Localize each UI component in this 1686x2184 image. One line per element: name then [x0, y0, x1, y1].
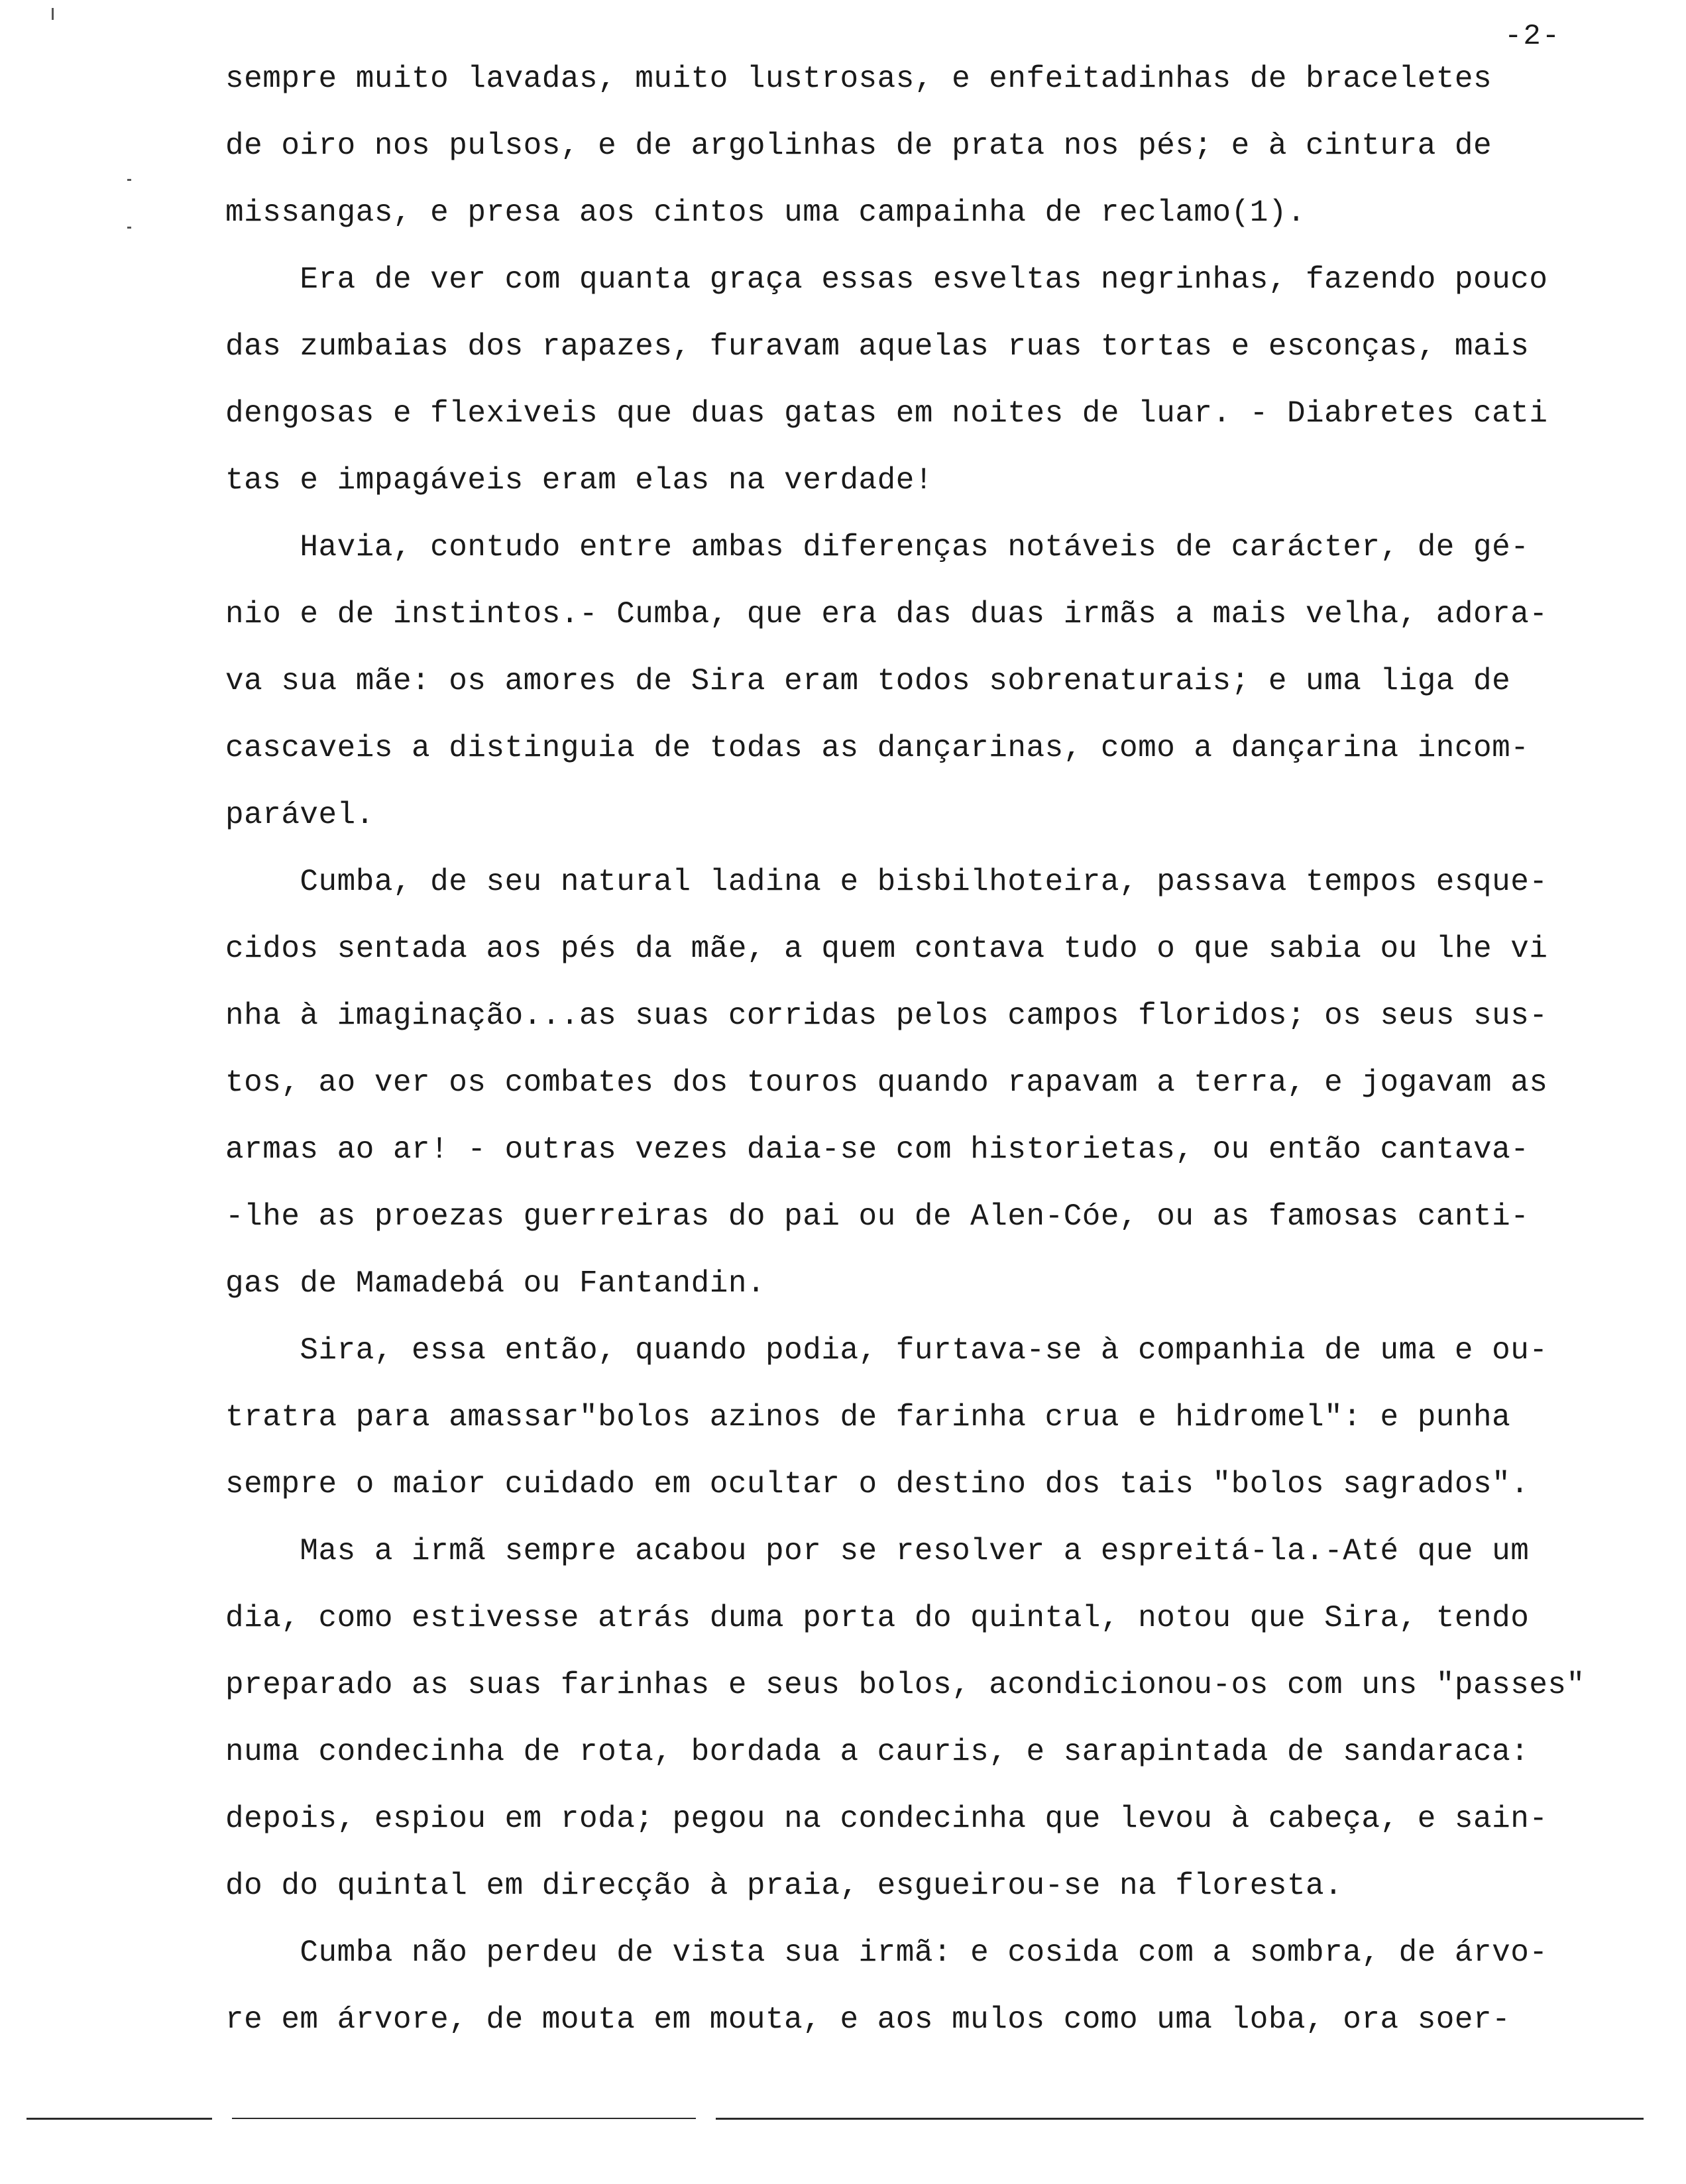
- text-line: cascaveis a distinguia de todas as dançarinas, como a dançarina incom-: [225, 731, 1530, 765]
- text-line: preparado as suas farinhas e seus bolos, acondicionou-os com uns "passes": [225, 1668, 1585, 1702]
- text-line: re em árvore, de mouta em mouta, e aos mulos como uma loba, ora soer-: [225, 2002, 1511, 2037]
- margin-mark-top: [52, 8, 54, 20]
- text-line: -lhe as proezas guerreiras do pai ou de Alen-Cóe, ou as famosas canti-: [225, 1199, 1530, 1234]
- text-line: tos, ao ver os combates dos touros quando rapavam a terra, e jogavam as: [225, 1065, 1548, 1100]
- footer-rule-middle: [232, 2118, 696, 2119]
- text-line: do do quintal em direcção à praia, esgueirou-se na floresta.: [225, 1869, 1343, 1903]
- margin-mark-2: [127, 227, 131, 229]
- text-line: tas e impagáveis eram elas na verdade!: [225, 463, 933, 498]
- text-line: Cumba, de seu natural ladina e bisbilhoteira, passava tempos esque-: [225, 865, 1548, 899]
- text-line: parável.: [225, 798, 374, 832]
- footer-rule-right: [716, 2118, 1644, 2120]
- text-line: sempre muito lavadas, muito lustrosas, e enfeitadinhas de braceletes: [225, 62, 1492, 96]
- text-line: de oiro nos pulsos, e de argolinhas de prata nos pés; e à cintura de: [225, 129, 1492, 163]
- text-line: sempre o maior cuidado em ocultar o destino dos tais "bolos sagrados".: [225, 1467, 1530, 1502]
- footer-rule-left: [27, 2118, 212, 2120]
- text-line: nio e de instintos.- Cumba, que era das duas irmãs a mais velha, adora-: [225, 597, 1548, 631]
- text-line: depois, espiou em roda; pegou na condecinha que levou à cabeça, e sain-: [225, 1802, 1548, 1836]
- text-line: Era de ver com quanta graça essas esveltas negrinhas, fazendo pouco: [225, 262, 1548, 297]
- text-line: Sira, essa então, quando podia, furtava-se à companhia de uma e ou-: [225, 1333, 1548, 1368]
- text-line: Cumba não perdeu de vista sua irmã: e cosida com a sombra, de árvo-: [225, 1936, 1548, 1970]
- text-line: cidos sentada aos pés da mãe, a quem contava tudo o que sabia ou lhe vi: [225, 932, 1548, 966]
- text-line: das zumbaias dos rapazes, furavam aquelas ruas tortas e esconças, mais: [225, 329, 1530, 364]
- text-line: Mas a irmã sempre acabou por se resolver a espreitá-la.-Até que um: [225, 1534, 1530, 1568]
- text-line: numa condecinha de rota, bordada a cauris, e sarapintada de sandaraca:: [225, 1735, 1530, 1769]
- text-line: Havia, contudo entre ambas diferenças notáveis de carácter, de gé-: [225, 530, 1530, 565]
- margin-mark-1: [127, 179, 131, 181]
- text-line: gas de Mamadebá ou Fantandin.: [225, 1266, 766, 1301]
- text-line: armas ao ar! - outras vezes daia-se com historietas, ou então cantava-: [225, 1132, 1530, 1167]
- page-number: -2-: [1504, 20, 1561, 53]
- text-line: nha à imaginação...as suas corridas pelos campos floridos; os seus sus-: [225, 999, 1548, 1033]
- text-line: missangas, e presa aos cintos uma campainha de reclamo(1).: [225, 195, 1306, 230]
- text-line: va sua mãe: os amores de Sira eram todos sobrenaturais; e uma liga de: [225, 664, 1511, 698]
- text-line: tratra para amassar"bolos azinos de farinha crua e hidromel": e punha: [225, 1400, 1511, 1435]
- text-line: dia, como estivesse atrás duma porta do quintal, notou que Sira, tendo: [225, 1601, 1530, 1635]
- text-line: dengosas e flexiveis que duas gatas em noites de luar. - Diabretes cati: [225, 396, 1548, 431]
